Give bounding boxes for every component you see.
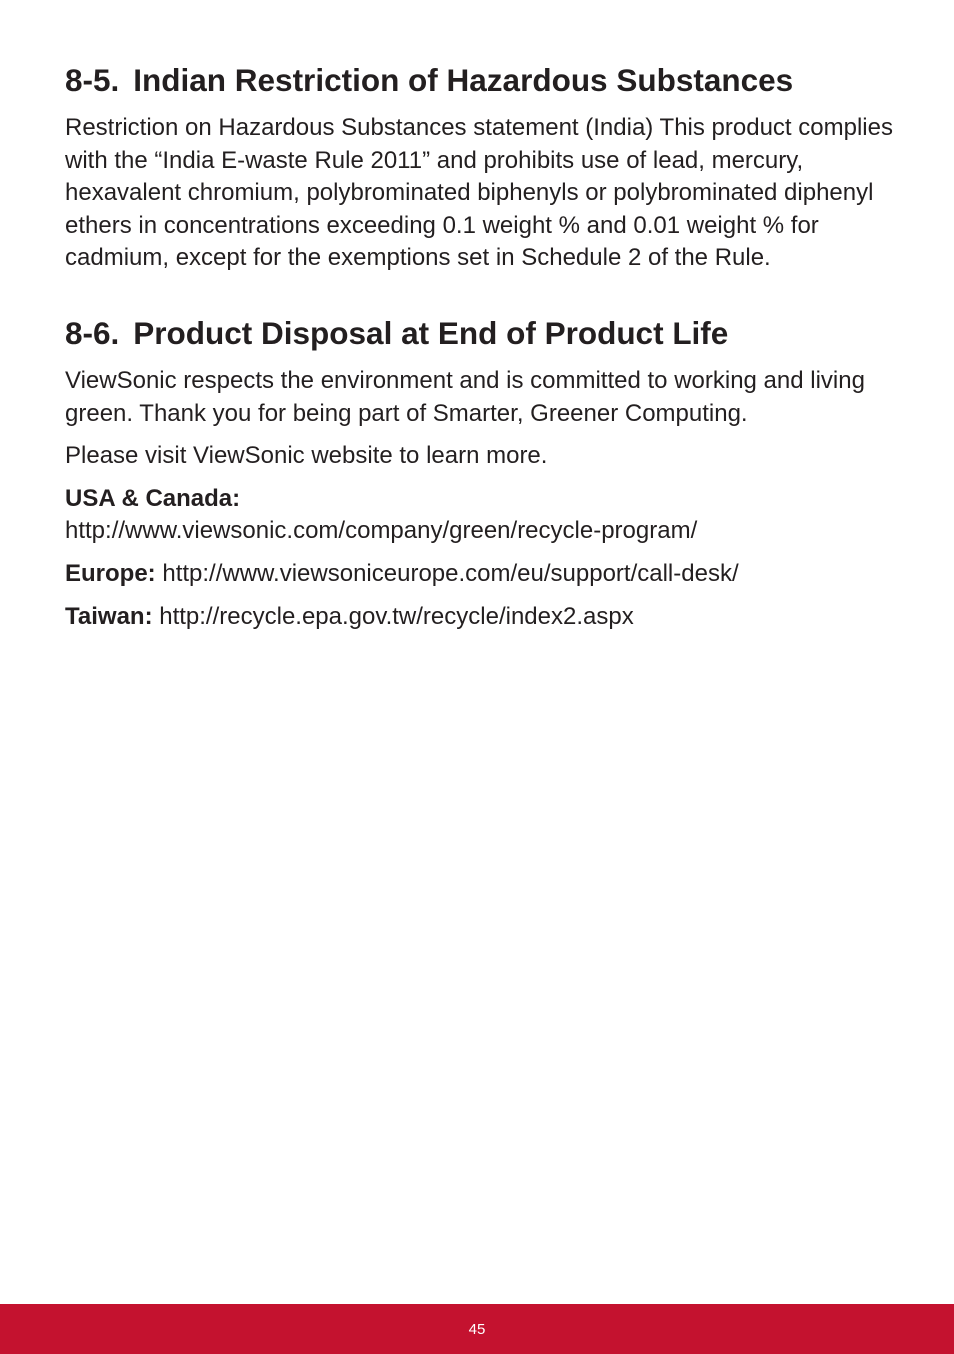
recycle-url-taiwan[interactable]: http://recycle.epa.gov.tw/recycle/index2.aspx bbox=[159, 602, 634, 630]
region-label-taiwan: Taiwan: bbox=[65, 602, 153, 630]
recycle-url-europe[interactable]: http://www.viewsoniceurope.com/eu/support/call-desk/ bbox=[162, 559, 739, 587]
section-heading-india-rohs bbox=[65, 60, 895, 100]
visit-website-text: Please visit ViewSonic website to learn more. bbox=[65, 442, 548, 470]
page-number: 45 bbox=[468, 1320, 486, 1338]
india-rohs-statement: Restriction on Hazardous Substances statement (India) This product complies with the “India E-waste Rule 2011” and prohibits use of lead, mercury, hexavalent chromium, polybrominated biphenyls or polybrominated diphenyl ethers in concentrations exceeding 0.1 weight % and 0.01 weight % for cadmium, except for the exemptions set in Schedule 2 of the Rule. bbox=[65, 114, 893, 272]
region-label-usa-canada: USA & Canada: bbox=[65, 484, 241, 512]
section-title: Indian Restriction of Hazardous Substances bbox=[133, 62, 794, 98]
environment-statement: ViewSonic respects the environment and is committed to working and living green. Thank you for being part of Smarter, Greener Computing. bbox=[65, 366, 865, 427]
page-content bbox=[65, 60, 895, 643]
region-label-europe: Europe: bbox=[65, 559, 156, 587]
page-footer-bar bbox=[0, 1304, 954, 1354]
section-title: Product Disposal at End of Product Life bbox=[133, 314, 729, 351]
section-heading-product-disposal bbox=[65, 313, 895, 353]
recycle-link-europe bbox=[65, 558, 895, 591]
recycle-link-usa-canada bbox=[65, 483, 895, 548]
recycle-link-taiwan bbox=[65, 601, 895, 634]
recycle-url-usa-canada[interactable]: http://www.viewsonic.com/company/green/recycle-program/ bbox=[65, 517, 698, 545]
section-number: 8-6. bbox=[65, 314, 120, 351]
section-number: 8-5. bbox=[65, 62, 120, 98]
